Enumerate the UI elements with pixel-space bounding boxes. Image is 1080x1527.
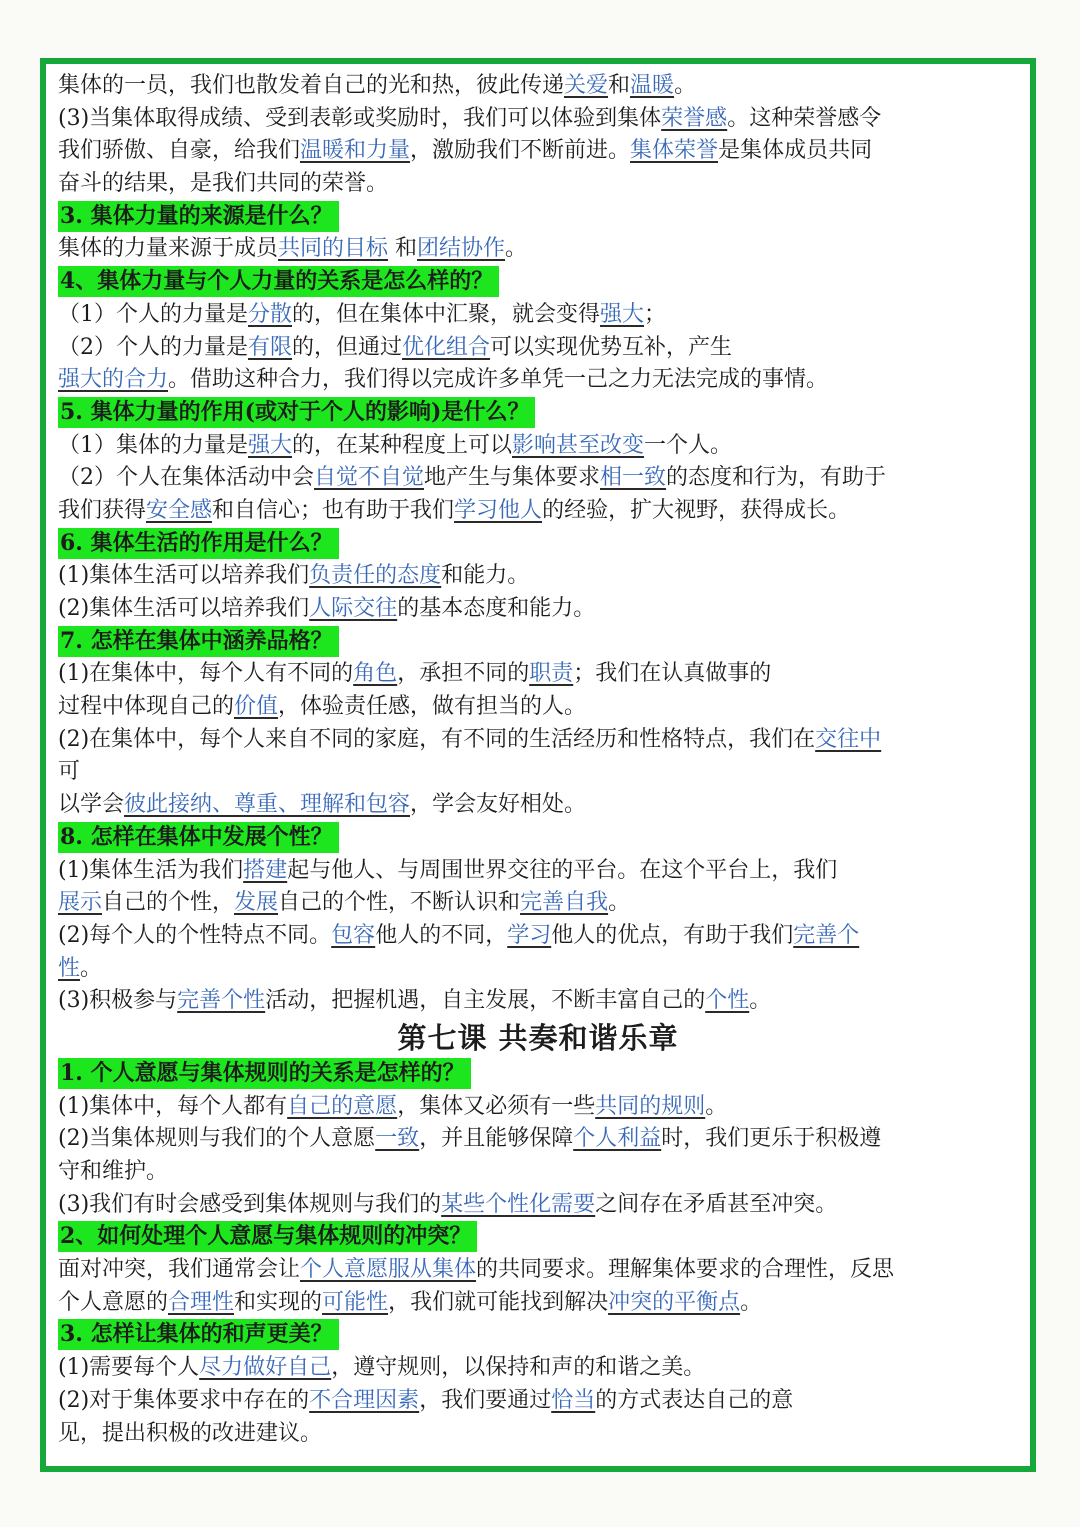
text-segment: 。 — [705, 1093, 728, 1119]
text-segment: 奋斗的结果，是我们共同的荣誉。 — [58, 171, 389, 197]
text-line — [58, 1189, 1018, 1222]
text-line — [58, 953, 1018, 986]
text-segment: 面对冲突，我们通常会让 — [58, 1257, 301, 1283]
question-heading-text: 1. 个人意愿与集体规则的关系是怎样的？ — [58, 1058, 471, 1089]
text-line — [58, 920, 1018, 953]
text-segment: 和 — [608, 73, 631, 98]
question-heading — [58, 528, 1018, 561]
text-line — [58, 430, 1018, 463]
keyword: 交往中 — [815, 726, 882, 752]
text-segment: ； — [644, 301, 667, 327]
text-line — [58, 1254, 1018, 1287]
text-segment: 之间存在矛盾甚至冲突。 — [595, 1191, 838, 1217]
text-segment: ，激励我们不断前进。 — [410, 138, 631, 164]
text-segment: ，体验责任感，做有担当的人。 — [278, 694, 587, 720]
keyword: 共同的规则 — [595, 1093, 706, 1119]
text-line — [58, 855, 1018, 888]
text-segment: ，遵守规则，以保持和声的和谐之美。 — [331, 1355, 706, 1381]
text-segment: 的经验，扩大视野，获得成长。 — [542, 497, 851, 523]
keyword: 集体荣誉 — [630, 138, 719, 164]
text-segment: 时，我们更乐于积极遵 — [661, 1126, 882, 1152]
text-segment: 可 — [58, 759, 81, 785]
text-segment: (3)当集体取得成绩、受到表彰或奖励时，我们可以体验到集体 — [58, 105, 662, 131]
text-segment: 地产生与集体要求 — [424, 465, 601, 491]
keyword: 强大 — [248, 432, 293, 458]
question-heading — [58, 1319, 1018, 1352]
keyword: 完善个 — [793, 922, 860, 948]
text-line — [58, 233, 1018, 266]
text-segment: 个人意愿的 — [58, 1289, 169, 1315]
keyword: 分散 — [248, 301, 293, 327]
text-segment: 的态度和行为，有助于 — [666, 465, 887, 491]
keyword: 自己的意愿 — [287, 1093, 398, 1119]
keyword: 安全感 — [146, 497, 213, 523]
keyword: 合理性 — [168, 1289, 235, 1315]
keyword: 彼此接纳、尊重、理解和包容 — [124, 792, 411, 818]
text-segment: (1)在集体中，每个人有不同的 — [58, 661, 354, 687]
text-segment: 守和维护。 — [58, 1159, 169, 1184]
keyword: 完善个性 — [177, 988, 266, 1014]
keyword: 发展 — [234, 890, 279, 916]
keyword: 强大 — [600, 301, 645, 327]
keyword: 强大的合力 — [58, 367, 169, 393]
keyword: 展示 — [58, 890, 103, 916]
text-line — [58, 1418, 1018, 1451]
text-segment: 。 — [505, 236, 528, 262]
question-heading-text: 8. 怎样在集体中发展个性？ — [58, 822, 339, 853]
keyword: 有限 — [248, 334, 293, 360]
text-segment: (2)每个人的个性特点不同。 — [58, 922, 332, 948]
text-segment: ，并且能够保障 — [419, 1126, 574, 1152]
text-line — [58, 887, 1018, 920]
text-segment: 过程中体现自己的 — [58, 694, 235, 720]
text-segment: (1)集体中，每个人都有 — [58, 1093, 288, 1119]
text-segment: 和自信心；也有助于我们 — [212, 497, 455, 523]
text-segment: 的，但通过 — [292, 334, 403, 360]
text-segment: 和能力。 — [441, 563, 530, 589]
question-heading-text: 3. 怎样让集体的和声更美？ — [58, 1319, 339, 1350]
text-segment: 是集体成员共同 — [718, 138, 873, 164]
text-segment: ；我们在认真做事的 — [573, 661, 772, 687]
text-line — [58, 724, 1018, 757]
text-segment: 。 — [749, 988, 772, 1014]
text-segment: 自己的个性， — [102, 890, 235, 916]
text-segment: 他人的优点，有助于我们 — [551, 922, 794, 948]
keyword: 完善自我 — [520, 890, 609, 916]
question-heading — [58, 266, 1018, 299]
text-line — [58, 103, 1018, 136]
study-notes-page — [40, 58, 1036, 1472]
keyword: 自觉不自觉 — [314, 465, 425, 491]
text-segment: 以学会 — [58, 792, 125, 818]
text-line — [58, 658, 1018, 691]
text-segment: ，集体又必须有一些 — [397, 1093, 596, 1119]
text-segment: 的共同要求。理解集体要求的合理性，反思 — [476, 1257, 895, 1283]
text-line — [58, 462, 1018, 495]
keyword: 冲突的平衡点 — [608, 1289, 741, 1315]
text-line — [58, 756, 1018, 789]
text-segment: 我们骄傲、自豪，给我们 — [58, 138, 301, 164]
question-heading-text: 3. 集体力量的来源是什么？ — [58, 201, 339, 232]
keyword: 关爱 — [564, 73, 609, 98]
text-segment: (1)集体生活为我们 — [58, 857, 244, 883]
keyword: 不合理因素 — [309, 1387, 420, 1413]
text-segment: （2）个人在集体活动中会 — [58, 465, 314, 491]
text-segment: (1)集体生活可以培养我们 — [58, 563, 310, 589]
text-line — [58, 1385, 1018, 1418]
keyword: 可能性 — [322, 1289, 389, 1315]
keyword: 荣誉感 — [661, 105, 728, 131]
text-line — [58, 1352, 1018, 1385]
keyword: 价值 — [234, 694, 279, 720]
question-heading-text: 2、如何处理个人意愿与集体规则的冲突？ — [58, 1221, 477, 1252]
text-segment: 集体的力量来源于成员 — [58, 236, 279, 262]
text-segment: 见，提出积极的改进建议。 — [58, 1420, 323, 1446]
text-segment: (2)在集体中，每个人来自不同的家庭，有不同的生活经历和性格特点，我们在 — [58, 726, 816, 752]
text-line — [58, 593, 1018, 626]
text-segment: ，我们就可能找到解决 — [388, 1289, 609, 1315]
text-segment: 起与他人、与周围世界交往的平台。在这个平台上，我们 — [287, 857, 838, 883]
keyword: 温暖和力量 — [300, 138, 411, 164]
keyword: 人际交往 — [309, 596, 398, 621]
text-segment: 的基本态度和能力。 — [397, 596, 596, 621]
text-segment: 活动，把握机遇，自主发展，不断丰富自己的 — [265, 988, 706, 1014]
text-segment: ，学会友好相处。 — [410, 792, 587, 818]
text-line — [58, 168, 1018, 201]
question-heading — [58, 1221, 1018, 1254]
text-line — [58, 364, 1018, 397]
keyword: 团结协作 — [417, 236, 506, 262]
text-segment: 可以实现优势互补，产生 — [490, 334, 733, 360]
question-heading — [58, 201, 1018, 234]
text-line — [58, 1287, 1018, 1320]
text-segment: (1)需要每个人 — [58, 1355, 200, 1381]
text-line — [58, 332, 1018, 365]
text-line — [58, 135, 1018, 168]
keyword: 共同的目标 — [278, 236, 389, 262]
question-heading — [58, 1058, 1018, 1091]
keyword: 学习 — [507, 922, 552, 948]
text-line — [58, 1156, 1018, 1189]
text-line — [58, 1123, 1018, 1156]
keyword: 尽力做好自己 — [199, 1355, 332, 1381]
text-segment: 。 — [608, 890, 631, 916]
text-segment: ，我们要通过 — [419, 1387, 552, 1413]
keyword: 温暖 — [630, 73, 675, 98]
text-segment: 一个人。 — [644, 432, 733, 458]
question-heading-text: 6. 集体生活的作用是什么？ — [58, 528, 339, 559]
keyword: 影响甚至改变 — [512, 432, 645, 458]
text-segment: （1）个人的力量是 — [58, 301, 248, 327]
lesson-title: 第七课 共奏和谐乐章 — [397, 1020, 679, 1055]
keyword: 搭建 — [243, 857, 288, 883]
text-line — [58, 70, 1018, 103]
text-segment: ，承担不同的 — [397, 661, 530, 687]
keyword: 个人利益 — [573, 1126, 662, 1152]
text-segment: 和实现的 — [234, 1289, 323, 1315]
text-segment: 自己的个性，不断认识和 — [278, 890, 521, 916]
text-segment: 集体的一员，我们也散发着自己的光和热，彼此传递 — [58, 73, 565, 98]
text-segment: (2)集体生活可以培养我们 — [58, 596, 310, 621]
text-segment: 他人的不同， — [375, 922, 508, 948]
text-segment: （1）集体的力量是 — [58, 432, 248, 458]
question-heading-text: 4、集体力量与个人力量的关系是怎么样的？ — [58, 266, 499, 297]
keyword: 个性 — [705, 988, 750, 1014]
text-segment: 的方式表达自己的意 — [595, 1387, 794, 1413]
keyword: 负责任的态度 — [309, 563, 442, 589]
question-heading — [58, 397, 1018, 430]
text-segment: 我们获得 — [58, 497, 147, 523]
keyword: 某些个性化需要 — [441, 1191, 596, 1217]
text-line — [58, 789, 1018, 822]
question-heading-text: 7. 怎样在集体中涵养品格？ — [58, 626, 339, 657]
keyword: 包容 — [331, 922, 376, 948]
text-segment: 的，但在集体中汇聚，就会变得 — [292, 301, 601, 327]
text-line — [58, 691, 1018, 724]
keyword: 相一致 — [600, 465, 667, 491]
text-segment: 和 — [388, 236, 418, 262]
question-heading-text: 5. 集体力量的作用(或对于个人的影响)是什么？ — [58, 397, 535, 428]
text-segment: 。借助这种合力，我们得以完成许多单凭一己之力无法完成的事情。 — [168, 367, 829, 393]
question-heading — [58, 822, 1018, 855]
keyword: 个人意愿服从集体 — [300, 1257, 477, 1283]
text-segment: (3)我们有时会感受到集体规则与我们的 — [58, 1191, 442, 1217]
text-segment: 。这种荣誉感令 — [727, 105, 882, 131]
text-line — [58, 495, 1018, 528]
keyword: 学习他人 — [454, 497, 543, 523]
question-heading — [58, 626, 1018, 659]
keyword: 职责 — [529, 661, 574, 687]
text-segment: 。 — [674, 73, 697, 98]
text-line — [58, 985, 1018, 1018]
text-segment: 的，在某种程度上可以 — [292, 432, 513, 458]
text-segment: 。 — [80, 955, 103, 981]
text-line — [58, 1091, 1018, 1124]
keyword: 角色 — [353, 661, 398, 687]
text-segment: (3)积极参与 — [58, 988, 178, 1014]
text-segment: （2）个人的力量是 — [58, 334, 248, 360]
text-segment: (2)当集体规则与我们的个人意愿 — [58, 1126, 376, 1152]
text-segment: (2)对于集体要求中存在的 — [58, 1387, 310, 1413]
keyword: 优化组合 — [402, 334, 491, 360]
keyword: 一致 — [375, 1126, 420, 1152]
keyword: 性 — [58, 955, 81, 981]
keyword: 恰当 — [551, 1387, 596, 1413]
text-line — [58, 299, 1018, 332]
text-segment: 。 — [740, 1289, 763, 1315]
text-line — [58, 560, 1018, 593]
